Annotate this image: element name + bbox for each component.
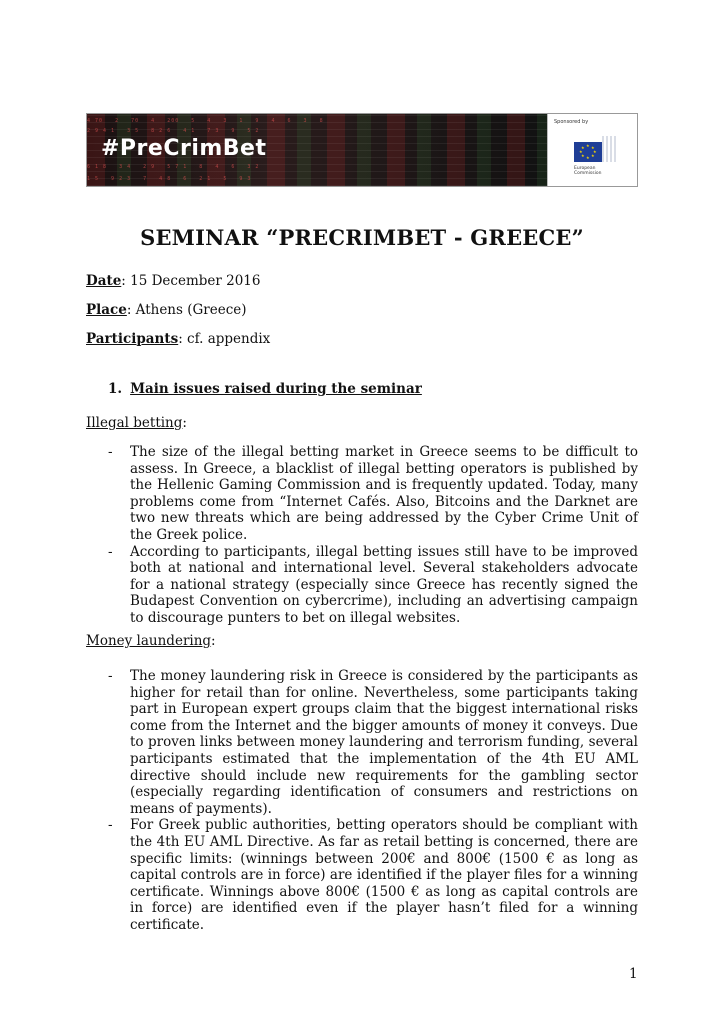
page-number: 1 bbox=[629, 966, 638, 982]
meta-value: : 15 December 2016 bbox=[121, 273, 261, 289]
meta-value: : Athens (Greece) bbox=[126, 302, 247, 318]
list-item: - According to participants, illegal betting issues still have to be improved both at national and international level. Several stakeholders advocate for a national strategy (especially since Greece has recently signed the Budapest Convention on cybercrime), including an advertising campaign to discourage punters to bet on illegal websites. bbox=[108, 544, 638, 627]
document-title: SEMINAR “PRECRIMBET - GREECE” bbox=[140, 225, 584, 250]
section-title: Main issues raised during the seminar bbox=[130, 381, 422, 397]
header-banner bbox=[86, 113, 638, 187]
eu-flag-icon: ★ ★ ★ ★ ★ ★ ★ ★ bbox=[574, 142, 602, 162]
subsection-heading-illegal-betting: Illegal betting: bbox=[86, 415, 187, 431]
banner-ticker-image: 4 70 2 70 4 200 5 4 3 1 9 4 6 3 8 2 9 4 1 3 5 8 2 6 4 1 7 3 9 5 2 6 1 8 3 4 2 9 5 7 1 8 4 6 3 2 1 5 9 2 3 7 4 8 6 2 1 5 9 3 #PreCrimBet bbox=[87, 114, 547, 186]
eu-building-icon bbox=[602, 136, 618, 162]
meta-label: Participants bbox=[86, 331, 179, 347]
meta-date bbox=[86, 273, 261, 289]
bullet-list-money-laundering bbox=[108, 668, 638, 934]
bullet-list-illegal-betting bbox=[108, 444, 638, 627]
sponsor-label: Sponsored by bbox=[554, 119, 589, 125]
meta-label: Date bbox=[86, 273, 122, 289]
meta-place bbox=[86, 302, 247, 318]
meta-label: Place bbox=[86, 302, 127, 318]
list-item: - For Greek public authorities, betting operators should be compliant with the 4th EU AML Directive. As far as retail betting is concerned, there are specific limits: (winnings between 200€ and 800€ (1500 € as long as capital controls are in force) are identified if the player files for a winning certificate. Winnings above 800€ (1500 € as long as capital controls are in force) are identified even if the player hasn’t filed for a winning certificate. bbox=[108, 817, 638, 933]
meta-value: : cf. appendix bbox=[178, 331, 271, 347]
list-item: - The size of the illegal betting market in Greece seems to be difficult to assess. In Greece, a blacklist of illegal betting operators is published by the Hellenic Gaming Commission and is frequently updated. Today, many problems come from “Internet Cafés. Also, Bitcoins and the Darknet are two new threats which are being addressed by the Cyber Crime Unit of the Greek police. bbox=[108, 444, 638, 544]
sponsor-panel bbox=[547, 114, 637, 186]
sponsor-name: European Commission bbox=[574, 166, 602, 176]
subsection-heading-money-laundering: Money laundering: bbox=[86, 633, 216, 649]
section-number: 1. bbox=[108, 381, 123, 397]
meta-participants bbox=[86, 331, 270, 347]
list-item: - The money laundering risk in Greece is considered by the participants as higher for retail than for online. Nevertheless, some participants taking part in European expert groups claim that the biggest international risks come from the Internet and the bigger amounts of money it conveys. Due to proven links between money laundering and terrorism funding, several participants estimated that the implementation of the 4th EU AML directive should include new requirements for the gambling sector (especially regarding identification of consumers and restrictions on means of payments). bbox=[108, 668, 638, 817]
banner-title: #PreCrimBet bbox=[101, 136, 267, 161]
section-heading bbox=[108, 381, 422, 397]
